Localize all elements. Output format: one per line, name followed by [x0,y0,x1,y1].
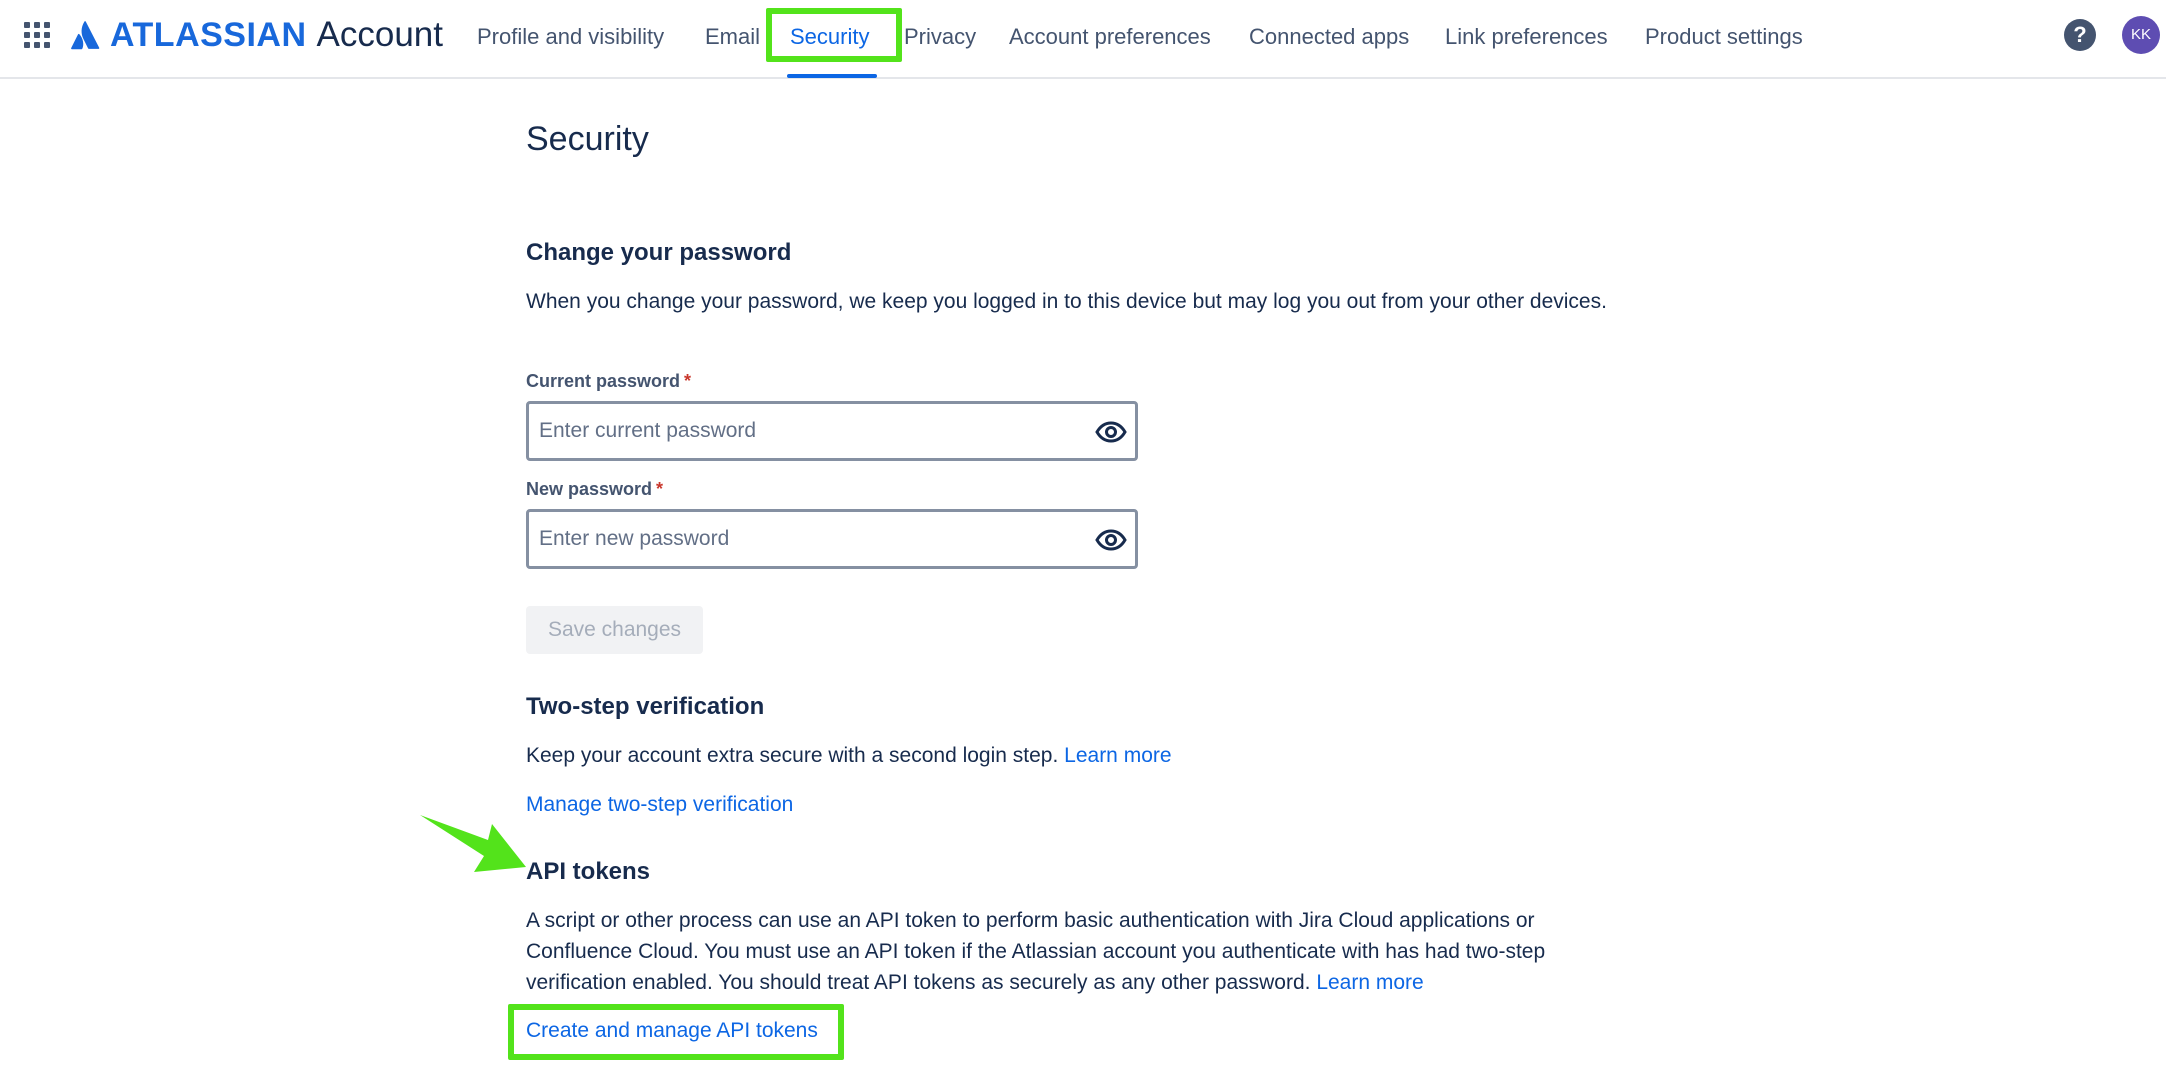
save-changes-button[interactable]: Save changes [526,606,703,654]
annotation-arrow-icon [418,812,528,874]
product-name: Account [316,15,443,54]
show-password-eye-icon[interactable] [1095,416,1127,448]
tab-profile-and-visibility[interactable]: Profile and visibility [477,24,665,49]
current-password-label-text: Current password [526,371,681,391]
api-tokens-learn-more-link[interactable]: Learn more [1316,971,1424,994]
tab-security[interactable]: Security [790,24,870,49]
two-step-description [526,740,1626,771]
security-tab-highlight [766,8,902,62]
required-indicator: * [656,479,664,499]
new-password-input[interactable] [539,512,1069,566]
help-icon[interactable]: ? [2064,19,2096,51]
manage-two-step-row [526,789,1626,820]
two-step-description-text: Keep your account extra secure with a second login step. [526,744,1059,767]
change-password-heading: Change your password [526,239,792,266]
tab-email[interactable]: Email [705,24,761,49]
atlassian-account-logo[interactable] [70,14,443,56]
new-password-label [526,479,663,500]
required-indicator: * [684,371,692,391]
atlassian-logo-icon [70,19,102,51]
brand-wordmark: ATLASSIAN [110,15,307,54]
app-switcher-grid-icon[interactable] [24,22,52,50]
tab-product-settings[interactable]: Product settings [1645,24,1803,49]
manage-two-step-link[interactable]: Manage two-step verification [526,793,794,816]
avatar[interactable]: KK [2122,16,2160,54]
active-tab-indicator [787,74,877,78]
tab-link-preferences[interactable]: Link preferences [1445,24,1608,49]
top-navigation [0,0,2166,79]
api-tokens-description [526,905,1626,998]
current-password-input[interactable] [539,404,1069,458]
tab-privacy[interactable]: Privacy [904,24,977,49]
page-title: Security [526,120,649,158]
tab-connected-apps[interactable]: Connected apps [1249,24,1410,49]
show-password-eye-icon[interactable] [1095,524,1127,556]
new-password-field[interactable] [526,509,1138,569]
change-password-description: When you change your password, we keep you logged in to this device but may log you out from your other devices. [526,290,1607,313]
current-password-field[interactable] [526,401,1138,461]
api-tokens-description-text: A script or other process can use an API token to perform basic authentication with Jira Cloud applications or Confluence Cloud. You must use an API token if the Atlassian account you authenticate with has had two-step verification enabled. You should treat API tokens as securely as any other password. [526,909,1546,994]
two-step-heading: Two-step verification [526,693,765,720]
api-tokens-link-highlight [508,1004,844,1060]
current-password-label [526,371,691,392]
new-password-label-text: New password [526,479,653,499]
create-manage-api-tokens-link[interactable]: Create and manage API tokens [526,1019,818,1042]
tab-account-preferences[interactable]: Account preferences [1009,24,1211,49]
api-tokens-heading: API tokens [526,858,651,885]
two-step-learn-more-link[interactable]: Learn more [1064,744,1172,767]
